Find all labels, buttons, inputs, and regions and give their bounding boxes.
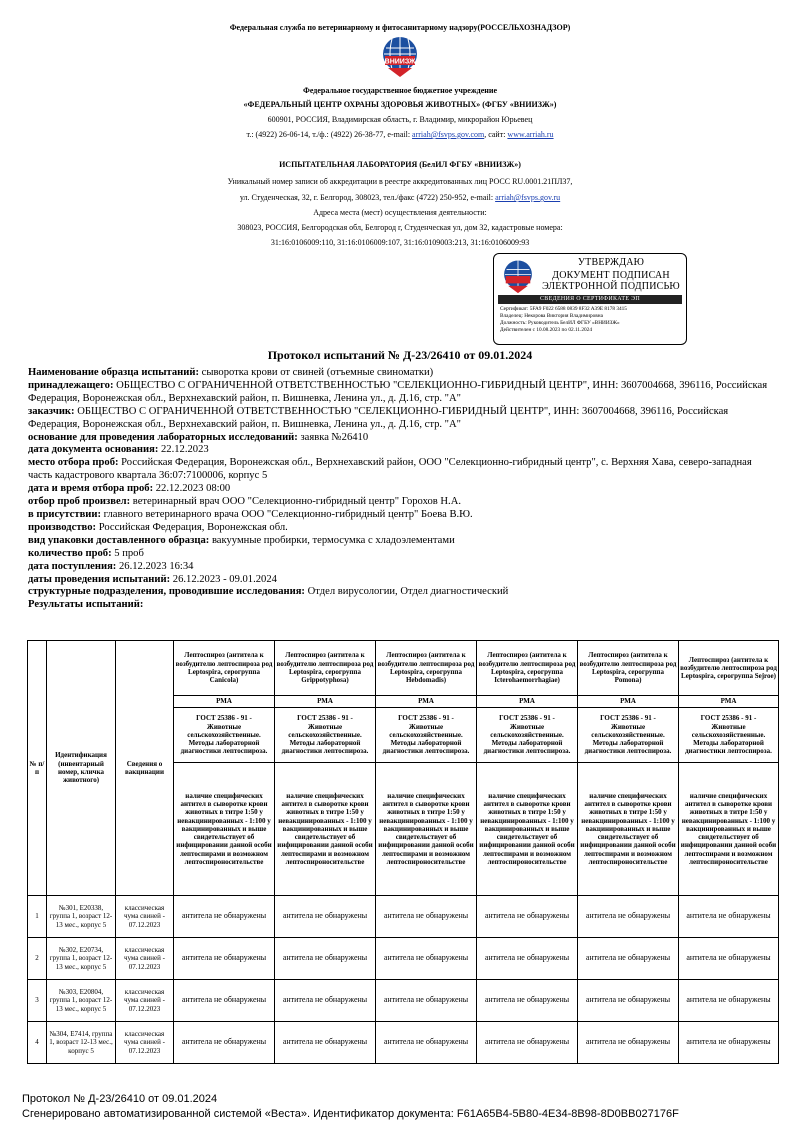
field-sample	[28, 367, 778, 380]
field-value: ветеринарный врач ООО "Селекционно-гибридный центр" Горохов Н.А.	[130, 496, 462, 508]
test-name-header: Лептоспироз (антитела к возбудителю лептоспироза род Leptospira, серогруппа Pomona)	[578, 641, 679, 696]
row-number: 2	[28, 938, 47, 980]
gost-text: Животные сельскохозяйственные. Методы лабораторной диагностики лептоспироза.	[281, 722, 369, 756]
field-datetime	[28, 483, 778, 496]
field-label: заказчик:	[28, 405, 75, 417]
gost-text: Животные сельскохозяйственные. Методы лабораторной диагностики лептоспироза.	[382, 722, 470, 756]
row-number: 3	[28, 980, 47, 1022]
test-name-header: Лептоспироз (антитела к возбудителю лептоспироза род Leptospira, серогруппа Canicola)	[174, 641, 275, 696]
norm-cell: наличие специфических антител в сыворотке крови животных в титре 1:50 у невакцинированных - 1:100 у вакцинированных и выше свидетельствует об инфицировании данной особи лептоспирами и возможном лептоспироносительстве	[174, 763, 275, 896]
field-value: 22.12.2023	[158, 444, 209, 456]
field-value: Отдел вирусологии, Отдел диагностический	[304, 586, 509, 598]
field-place	[28, 457, 778, 483]
result-cell: антитела не обнаружены	[477, 980, 578, 1022]
method-cell: РМА	[578, 696, 679, 708]
lab-name: ИСПЫТАТЕЛЬНАЯ ЛАБОРАТОРИЯ (БелИЛ ФГБУ «ВНИИЗЖ»)	[279, 160, 521, 169]
institution-address: 600901, РОССИЯ, Владимирская область, г. Владимир, микрорайон Юрьевец	[267, 115, 533, 124]
field-package	[28, 535, 778, 548]
gost-cell	[275, 708, 376, 763]
field-production	[28, 522, 778, 535]
result-cell: антитела не обнаружены	[477, 1022, 578, 1064]
result-cell: антитела не обнаружены	[174, 938, 275, 980]
lab-places-line1: 308023, РОССИЯ, Белгородская обл, Белгород г, Студенческая ул, дом 32, кадастровые номера:	[237, 223, 563, 232]
footer-generated: Сгенерировано автоматизированной системой «Веста». Идентификатор документа: F61A65B4-5B80-4E34-8B98-8D0BB027176F	[22, 1108, 679, 1120]
e-signature-stamp	[493, 253, 687, 345]
field-label: принадлежащего:	[28, 379, 114, 391]
field-value: заявка №26410	[297, 431, 369, 443]
field-dates	[28, 574, 778, 587]
field-value: ОБЩЕСТВО С ОГРАНИЧЕННОЙ ОТВЕТСТВЕННОСТЬЮ "СЕЛЕКЦИОННО-ГИБРИДНЫЙ ЦЕНТР", ИНН: 3607004668, 396116, Российская Федерация, Воронежская обл., Верхнехавский район, п. Вишневка, Ленина ул., д. Д.16, стр. "А"	[28, 405, 729, 430]
stamp-esign: ЭЛЕКТРОННОЙ ПОДПИСЬЮ	[542, 281, 680, 292]
field-value: Российская Федерация, Воронежская обл., Верхнехавский район, ООО "Селекционно-гибридный центр", с. Верхняя Хава, северо-западная часть кадастрового квартала 36:07:7100006, корпус 5	[28, 457, 752, 482]
gost-text: Животные сельскохозяйственные. Методы лабораторной диагностики лептоспироза.	[180, 722, 268, 756]
site-prefix: , сайт:	[484, 130, 508, 139]
result-cell: антитела не обнаружены	[477, 938, 578, 980]
field-label: вид упаковки доставленного образца:	[28, 534, 210, 546]
field-value: 26.12.2023 16:34	[116, 560, 194, 572]
result-cell: антитела не обнаружены	[679, 980, 779, 1022]
result-cell: антитела не обнаружены	[376, 1022, 477, 1064]
field-value: ОБЩЕСТВО С ОГРАНИЧЕННОЙ ОТВЕТСТВЕННОСТЬЮ "СЕЛЕКЦИОННО-ГИБРИДНЫЙ ЦЕНТР", ИНН: 3607004668, 396116, Российская Федерация, Воронежская обл., Верхнехавский район, п. Вишневка, Ленина ул., д. Д.16, стр. "А"	[28, 379, 768, 404]
result-cell: антитела не обнаружены	[679, 938, 779, 980]
logo-text: ВНИИЗЖ	[384, 58, 416, 66]
lab-accreditation: Уникальный номер записи об аккредитации в реестре аккредитованных лиц РОСС RU.0001.21ПЛ37,	[227, 177, 573, 186]
institution-type: Федеральное государственное бюджетное учреждение	[302, 86, 498, 95]
norm-cell: наличие специфических антител в сыворотке крови животных в титре 1:50 у невакцинированных - 1:100 у вакцинированных и выше свидетельствует об инфицировании данной особи лептоспирами и возможном лептоспироносительстве	[376, 763, 477, 896]
method-cell: РМА	[477, 696, 578, 708]
stamp-owner: Владелец: Некорова Виктория Владимировна	[500, 313, 603, 319]
protocol-title: Протокол испытаний № Д-23/26410 от 09.01.2024	[267, 348, 533, 362]
results-table-body	[28, 641, 779, 1064]
field-owner	[28, 380, 778, 406]
institution-contacts	[0, 130, 800, 140]
gost-title: ГОСТ 25386 - 91 -	[196, 714, 252, 723]
stamp-signed: ДОКУМЕНТ ПОДПИСАН	[552, 270, 670, 281]
gost-title: ГОСТ 25386 - 91 -	[600, 714, 656, 723]
result-cell: антитела не обнаружены	[174, 896, 275, 938]
field-value: сыворотка крови от свиней (отъемные свиноматки)	[199, 367, 434, 378]
gost-text: Животные сельскохозяйственные. Методы лабораторной диагностики лептоспироза.	[483, 722, 571, 756]
field-received	[28, 561, 778, 574]
stamp-valid: Действителен с 10.08.2023 по 02.11.2024	[500, 327, 592, 333]
contacts-text: т.: (4922) 26-06-14, т./ф.: (4922) 26-38-77, e-mail:	[246, 130, 413, 139]
result-cell: антитела не обнаружены	[578, 938, 679, 980]
result-cell: антитела не обнаружены	[174, 980, 275, 1022]
vaccination-cell: классическая чума свиней - 07.12.2023	[116, 938, 174, 980]
field-results	[28, 599, 778, 612]
field-label: в присутствии:	[28, 508, 102, 520]
gost-text: Животные сельскохозяйственные. Методы лабораторной диагностики лептоспироза.	[584, 722, 672, 756]
gost-cell	[477, 708, 578, 763]
animal-id-cell: №303, Е20804, группа 1, возраст 12-13 мес., корпус 5	[47, 980, 116, 1022]
stamp-approve: УТВЕРЖДАЮ	[577, 257, 645, 268]
method-cell: РМА	[679, 696, 779, 708]
gost-cell	[376, 708, 477, 763]
result-cell: антитела не обнаружены	[679, 1022, 779, 1064]
stamp-logo-icon	[500, 258, 536, 294]
row-number: 4	[28, 1022, 47, 1064]
lab-places-line2: 31:16:0106009:110, 31:16:0106009:107, 31:16:0109003:213, 31:16:0106009:93	[270, 238, 530, 247]
vaccination-cell: классическая чума свиней - 07.12.2023	[116, 980, 174, 1022]
field-basis-date	[28, 444, 778, 457]
results-table	[27, 640, 779, 1064]
table-row	[28, 1022, 779, 1064]
field-label: дата поступления:	[28, 560, 117, 572]
field-label: основание для проведения лабораторных исследований:	[28, 431, 298, 443]
field-customer	[28, 406, 778, 432]
method-cell: РМА	[275, 696, 376, 708]
result-cell: антитела не обнаружены	[376, 938, 477, 980]
gost-text: Животные сельскохозяйственные. Методы лабораторной диагностики лептоспироза.	[685, 722, 772, 756]
lab-address-text: ул. Студенческая, 32, г. Белгород, 308023, тел./факс (4722) 250-952, e-mail:	[239, 193, 496, 202]
gost-title: ГОСТ 25386 - 91 -	[499, 714, 555, 723]
result-cell: антитела не обнаружены	[679, 896, 779, 938]
gost-title: ГОСТ 25386 - 91 -	[297, 714, 353, 723]
norm-cell: наличие специфических антител в сыворотке крови животных в титре 1:50 у невакцинированных - 1:100 у вакцинированных и выше свидетельствует об инфицировании данной особи лептоспирами и возможном лептоспироносительстве	[477, 763, 578, 896]
animal-id-cell: №304, Е7414, группа 1, возраст 12-13 мес., корпус 5	[47, 1022, 116, 1064]
col-id-header: Идентификация (инвентарный номер, кличка животного)	[47, 641, 116, 896]
result-cell: антитела не обнаружены	[275, 980, 376, 1022]
field-value: 26.12.2023 - 09.01.2024	[170, 573, 277, 585]
field-sampler	[28, 496, 778, 509]
animal-id-cell: №301, Е20338, группа 1, возраст 12-13 мес., корпус 5	[47, 896, 116, 938]
test-name-header: Лептоспироз (антитела к возбудителю лептоспироза род Leptospira, серогруппа Sejroe)	[679, 641, 779, 696]
vaccination-cell: классическая чума свиней - 07.12.2023	[116, 896, 174, 938]
field-label: место отбора проб:	[28, 457, 119, 469]
result-cell: антитела не обнаружены	[578, 980, 679, 1022]
results-label: Результаты испытаний:	[28, 599, 144, 611]
field-value: главного ветеринарного врача ООО "Селекционно-гибридный центр" Боева В.Ю.	[101, 508, 473, 520]
lab-places-title: Адреса места (мест) осуществления деятельности:	[313, 208, 487, 217]
lab-address	[0, 193, 800, 203]
table-row	[28, 938, 779, 980]
method-cell: РМА	[376, 696, 477, 708]
field-value: Российская Федерация, Воронежская обл.	[96, 521, 288, 533]
field-basis	[28, 432, 778, 445]
stamp-position: Должность: Руководитель БелИЛ ФГБУ «ВНИИЗЖ»	[500, 320, 620, 326]
test-name-header: Лептоспироз (антитела к возбудителю лептоспироза род Leptospira, серогруппа Hebdomadis)	[376, 641, 477, 696]
result-cell: антитела не обнаружены	[174, 1022, 275, 1064]
field-label: производство:	[28, 521, 97, 533]
table-row	[28, 980, 779, 1022]
result-cell: антитела не обнаружены	[275, 938, 376, 980]
result-cell: антитела не обнаружены	[477, 896, 578, 938]
field-label: структурные подразделения, проводившие исследования:	[28, 586, 305, 598]
norm-cell: наличие специфических антител в сыворотке крови животных в титре 1:50 у невакцинированных - 1:100 у вакцинированных и выше свидетельствует об инфицировании данной особи лептоспирами и возможном лептоспироносительстве	[679, 763, 779, 896]
gost-title: ГОСТ 25386 - 91 -	[700, 714, 757, 723]
stamp-cert: Сертификат: 5FA9 F022 6588 0839 8F32 A39E 8178 3415	[500, 306, 627, 312]
field-units	[28, 586, 778, 599]
field-value: 22.12.2023 08:00	[153, 483, 231, 495]
result-cell: антитела не обнаружены	[376, 896, 477, 938]
gost-title: ГОСТ 25386 - 91 -	[398, 714, 454, 723]
table-header-row	[28, 641, 779, 696]
test-name-header: Лептоспироз (антитела к возбудителю лептоспироза род Leptospira, серогруппа Grippotyphosa)	[275, 641, 376, 696]
vniizh-logo-icon	[378, 34, 422, 78]
field-label: количество проб:	[28, 547, 112, 559]
gost-cell	[679, 708, 779, 763]
protocol-fields	[28, 367, 778, 612]
field-presence	[28, 509, 778, 522]
result-cell: антитела не обнаружены	[578, 1022, 679, 1064]
result-cell: антитела не обнаружены	[578, 896, 679, 938]
field-label: Наименование образца испытаний:	[28, 367, 200, 378]
vaccination-cell: классическая чума свиней - 07.12.2023	[116, 1022, 174, 1064]
animal-id-cell: №302, Е20734, группа 1, возраст 12-13 мес., корпус 5	[47, 938, 116, 980]
norm-cell: наличие специфических антител в сыворотке крови животных в титре 1:50 у невакцинированных - 1:100 у вакцинированных и выше свидетельствует об инфицировании данной особи лептоспирами и возможном лептоспироносительстве	[275, 763, 376, 896]
col-vacc-header: Сведения о вакцинации	[116, 641, 174, 896]
norm-cell: наличие специфических антител в сыворотке крови животных в титре 1:50 у невакцинированных - 1:100 у вакцинированных и выше свидетельствует об инфицировании данной особи лептоспирами и возможном лептоспироносительстве	[578, 763, 679, 896]
field-value: 5 проб	[111, 547, 144, 559]
result-cell: антитела не обнаружены	[275, 896, 376, 938]
field-label: даты проведения испытаний:	[28, 573, 171, 585]
result-cell: антитела не обнаружены	[275, 1022, 376, 1064]
table-row	[28, 896, 779, 938]
email-link[interactable]: arriah@fsvps.gov.com	[412, 130, 485, 139]
gost-cell	[578, 708, 679, 763]
field-label: дата и время отбора проб:	[28, 483, 154, 495]
result-cell: антитела не обнаружены	[376, 980, 477, 1022]
col-num-header: № п/п	[28, 641, 47, 896]
gost-cell	[174, 708, 275, 763]
institution-name: «ФЕДЕРАЛЬНЫЙ ЦЕНТР ОХРАНЫ ЗДОРОВЬЯ ЖИВОТНЫХ» (ФГБУ «ВНИИЗЖ»)	[243, 100, 557, 109]
field-count	[28, 548, 778, 561]
agency-name: Федеральная служба по ветеринарному и фитосанитарному надзору(РОССЕЛЬХОЗНАДЗОР)	[229, 23, 571, 32]
site-link[interactable]: www.arriah.ru	[507, 130, 554, 139]
field-label: дата документа основания:	[28, 444, 159, 456]
stamp-cert-bar: СВЕДЕНИЯ О СЕРТИФИКАТЕ ЭП	[498, 295, 682, 304]
lab-email-link[interactable]: arriah@fsvps.gov.ru	[495, 193, 561, 202]
test-name-header: Лептоспироз (антитела к возбудителю лептоспироза род Leptospira, серогруппа Icterohaemorrhagiae)	[477, 641, 578, 696]
field-label: отбор проб произвел:	[28, 496, 131, 508]
method-cell: РМА	[174, 696, 275, 708]
footer-protocol: Протокол № Д-23/26410 от 09.01.2024	[22, 1093, 218, 1105]
row-number: 1	[28, 896, 47, 938]
field-value: вакуумные пробирки, термосумка с хладоэлементами	[209, 534, 455, 546]
